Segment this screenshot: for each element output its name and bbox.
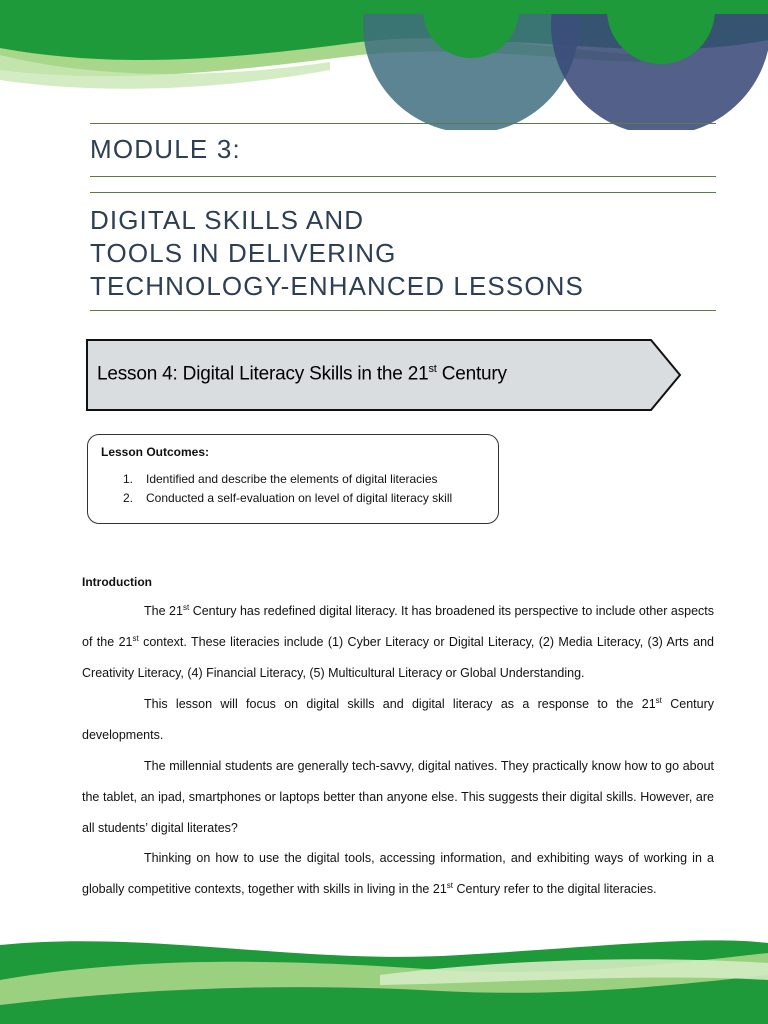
list-item: 2. Conducted a self-evaluation on level of digital literacy skill (123, 491, 453, 505)
paragraph: Thinking on how to use the digital tools, accessing information, and exhibiting ways of working in a globally competitive contexts, together with skills in living in the 21st Century refer to the digital literacies. (82, 851, 714, 896)
outcomes-list (108, 472, 452, 510)
module-title (90, 204, 584, 303)
header-decoration (0, 0, 768, 130)
paragraph: The millennial students are generally tech-savvy, digital natives. They practically know how to go about the tablet, an ipad, smartphones or laptops better than anyone else. This suggests their digital skills. However, are all students’ digital literates? (82, 759, 714, 835)
module-label: MODULE 3: (90, 134, 241, 164)
module-title-line: TECHNOLOGY-ENHANCED LESSONS (90, 271, 584, 301)
divider (90, 176, 716, 177)
divider (90, 310, 716, 311)
introduction-heading: Introduction (82, 575, 152, 589)
paragraph: The 21st Century has redefined digital literacy. It has broadened its perspective to include other aspects of the 21st context. These literacies include (1) Cyber Literacy or Digital Literacy, (2) Media Literacy, (3) Arts and Creativity Literacy, (4) Financial Literacy, (5) Multicultural Literacy or Global Understanding. (82, 602, 714, 680)
outcomes-heading: Lesson Outcomes: (101, 445, 210, 459)
lesson-title: Lesson 4: Digital Literacy Skills in the 21st Century (97, 363, 507, 385)
divider (90, 123, 716, 124)
lesson-outcomes-box (87, 434, 499, 524)
list-item: 1. Identified and describe the elements of digital literacies (123, 472, 438, 486)
divider (90, 192, 716, 193)
footer-decoration (0, 925, 768, 1024)
module-title-line: DIGITAL SKILLS AND (90, 205, 365, 235)
paragraph: This lesson will focus on digital skills and digital literacy as a response to the 21st Century developments. (82, 695, 714, 742)
module-title-line: TOOLS IN DELIVERING (90, 238, 397, 268)
